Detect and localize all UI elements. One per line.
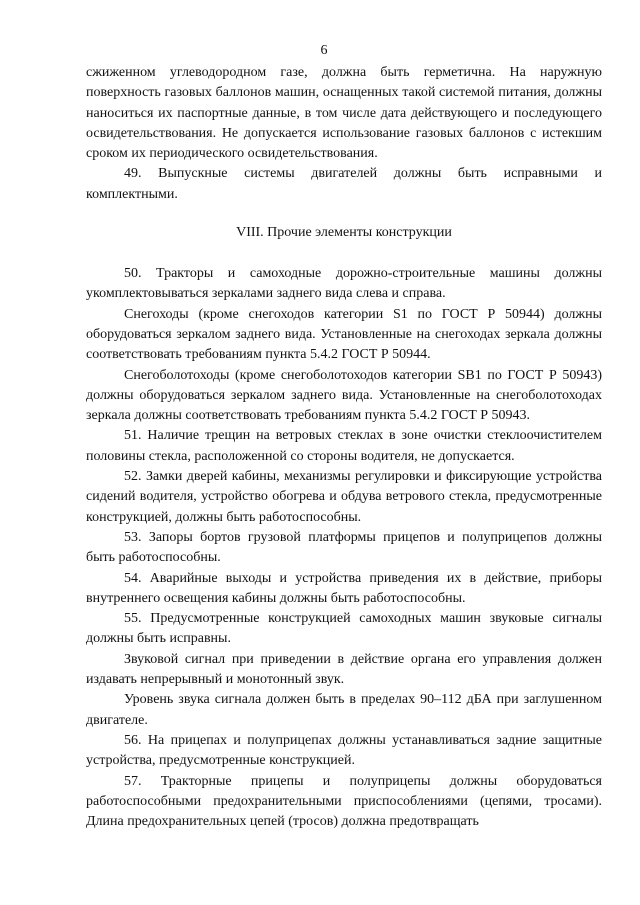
paragraph-48-continuation: сжиженном углеводородном газе, должна быть герметична. На наружную поверхность газовых баллонов машин, оснащенных такой системой питания, должны наноситься их паспортные данные, в том числе дата действующего и последующего освидетельствования. Не допускается использование газовых баллонов с истекшим сроком их периодического освидетельствования.: [86, 65, 602, 162]
paragraph-snowmobiles: Снегоходы (кроме снегоходов категории S1 по ГОСТ Р 50944) должны оборудоваться зеркалом заднего вида. Установленные на снегоходах зеркала должны соответствовать требованиям пункта 5.4.2 ГОСТ Р 50944.: [86, 306, 602, 363]
section-heading: VIII. Прочие элементы конструкции: [236, 225, 452, 241]
paragraph-sound-level: Уровень звука сигнала должен быть в пределах 90–112 дБА при заглушенном двигателе.: [86, 692, 602, 728]
paragraph-49: 49. Выпускные системы двигателей должны быть исправными и комплектными.: [86, 166, 602, 202]
paragraph-50: 50. Тракторы и самоходные дорожно-строительные машины должны укомплектовываться зеркалами заднего вида слева и справа.: [86, 266, 602, 302]
paragraph-56: 56. На прицепах и полуприцепах должны устанавливаться задние защитные устройства, предусмотренные конструкцией.: [86, 732, 602, 769]
paragraph-54: 54. Аварийные выходы и устройства приведения их в действие, приборы внутреннего освещения кабины должны быть работоспособны.: [86, 570, 602, 606]
page-number: 6: [320, 43, 328, 58]
paragraph-51: 51. Наличие трещин на ветровых стеклах в зоне очистки стеклоочистителем половины стекла, расположенной со стороны водителя, не допускается.: [86, 428, 602, 464]
paragraph-53: 53. Запоры бортов грузовой платформы прицепов и полуприцепов должны быть работоспособны.: [86, 529, 602, 566]
paragraph-55: 55. Предусмотренные конструкцией самоходных машин звуковые сигналы должны быть исправны.: [86, 611, 602, 647]
paragraph-57: 57. Тракторные прицепы и полуприцепы должны оборудоваться работоспособными предохранительными приспособлениями (цепями, тросами). Длина предохранительных цепей (тросов) должна предотвращать: [86, 773, 602, 830]
paragraph-swamp-vehicles: Снегоболотоходы (кроме снегоболотоходов категории SB1 по ГОСТ Р 50943) должны оборудоваться зеркалом заднего вида. Установленные на снегоболотоходах зеркала должны соответствовать требованиям пункта 5.4.2 ГОСТ Р 50943.: [86, 367, 602, 424]
paragraph-sound-signal: Звуковой сигнал при приведении в действие органа его управления должен издавать непрерывный и монотонный звук.: [86, 651, 602, 688]
paragraph-52: 52. Замки дверей кабины, механизмы регулировки и фиксирующие устройства сидений водителя, устройство обогрева и обдува ветрового стекла, предусмотренные конструкцией, должны быть работоспособны.: [86, 469, 602, 525]
